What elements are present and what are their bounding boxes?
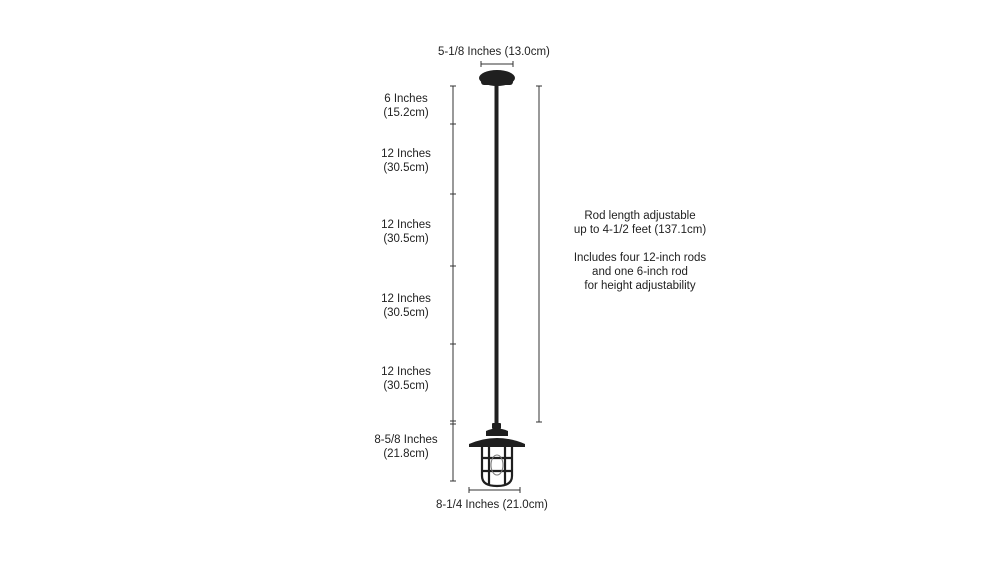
- shade-width-label: 8-1/4 Inches (21.0cm): [436, 499, 548, 511]
- segment-label-line2: (30.5cm): [383, 307, 429, 319]
- segment-label-3: [356, 218, 456, 246]
- lamp-shade: [469, 423, 525, 447]
- canopy-width-dimension-line: [481, 61, 513, 67]
- note-line: Rod length adjustable: [584, 210, 696, 222]
- canopy-width-label: 5-1/8 Inches (13.0cm): [438, 46, 550, 58]
- segment-label-line2: (15.2cm): [383, 107, 429, 119]
- segment-label-line2: (21.8cm): [383, 448, 429, 460]
- segment-label-line1: 12 Inches: [381, 148, 431, 160]
- segment-label-line1: 8-5/8 Inches: [374, 434, 438, 446]
- segment-dimension-line: [450, 86, 456, 481]
- shade-width-dimension-line: [469, 487, 520, 493]
- note-line: and one 6-inch rod: [592, 266, 688, 278]
- note-line: for height adjustability: [584, 280, 696, 292]
- note-line: up to 4-1/2 feet (137.1cm): [573, 224, 707, 236]
- segment-label-line1: 6 Inches: [384, 93, 428, 105]
- segment-label-6: [356, 433, 456, 461]
- segment-label-line2: (30.5cm): [383, 380, 429, 392]
- note-line: Includes four 12-inch rods: [573, 252, 707, 264]
- segment-label-line1: 12 Inches: [381, 219, 431, 231]
- ceiling-canopy: [479, 70, 515, 86]
- segment-label-2: [356, 147, 456, 175]
- lamp-cage: [481, 447, 513, 486]
- segment-label-1: [356, 92, 456, 120]
- segment-label-line2: (30.5cm): [383, 162, 429, 174]
- segment-label-line1: 12 Inches: [381, 366, 431, 378]
- segment-label-line2: (30.5cm): [383, 233, 429, 245]
- segment-label-line1: 12 Inches: [381, 293, 431, 305]
- downrod: [495, 85, 499, 423]
- segment-label-4: [356, 292, 456, 320]
- includes-note: [540, 251, 740, 293]
- segment-label-5: [356, 365, 456, 393]
- rod-length-note: [540, 209, 740, 237]
